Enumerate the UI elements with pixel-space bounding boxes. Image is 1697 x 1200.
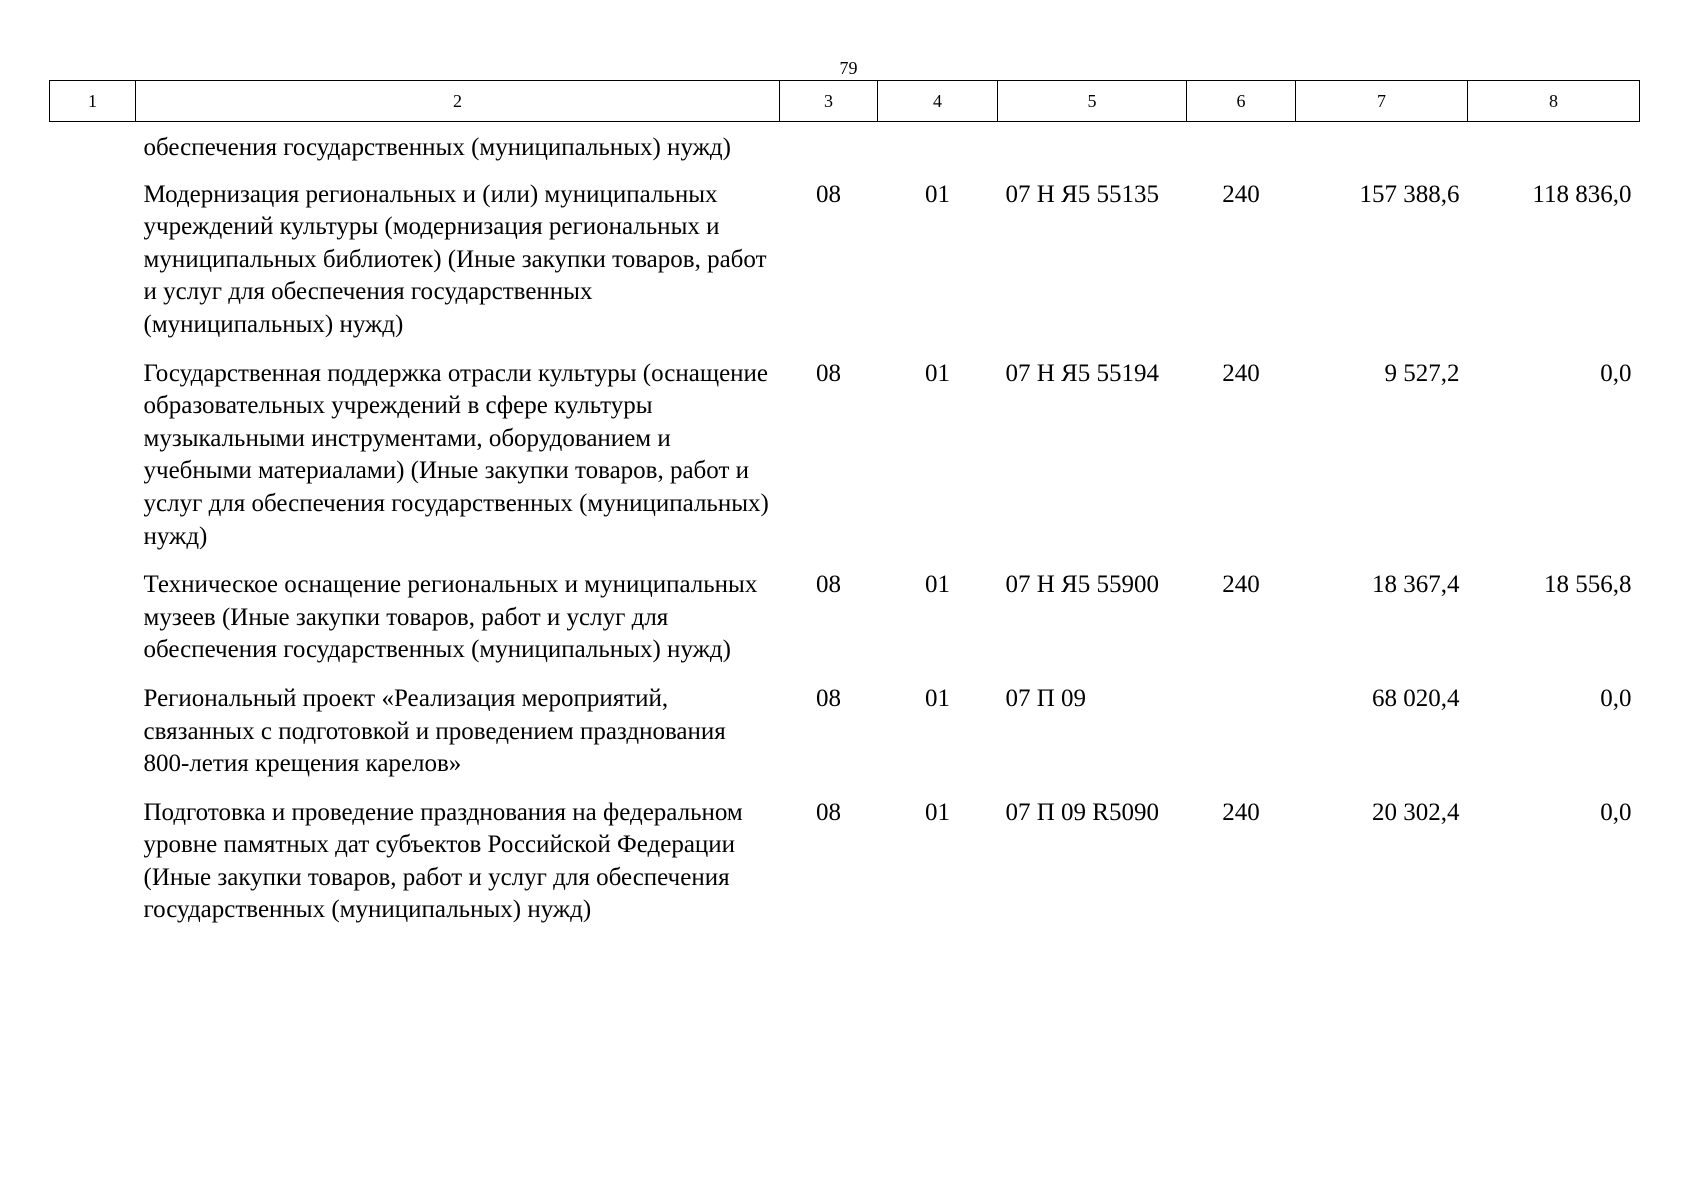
cell-number <box>50 122 136 179</box>
page-number: 79 <box>839 58 858 78</box>
header-col-1: 1 <box>50 81 136 122</box>
cell-type: 240 <box>1222 798 1260 826</box>
cell-amount-8: 118 836,0 <box>1532 180 1632 208</box>
cell-amount-7: 18 367,4 <box>1372 571 1460 599</box>
cell-amount-8: 0,0 <box>1600 684 1632 712</box>
cell-number <box>50 797 136 943</box>
cell-name: Региональный проект «Реализация мероприятий, связанных с подготовкой и проведением празднования 800-летия крещения карелов» <box>143 684 726 778</box>
cell-amount-7: 9 527,2 <box>1384 359 1460 387</box>
header-col-8: 8 <box>1468 81 1640 122</box>
cell-amount-8: 0,0 <box>1600 359 1632 387</box>
cell-number <box>50 569 136 683</box>
budget-table <box>49 80 1640 943</box>
cell-name: Модернизация региональных и (или) муниципальных учреждений культуры (модернизация региональных и муниципальных библиотек) (Иные закупки товаров, работ и услуг для обеспечения государственных (муниципальных) нужд) <box>143 180 767 338</box>
cell-amount-7 <box>1296 122 1468 179</box>
cell-subsection: 01 <box>925 359 950 387</box>
cell-type <box>1187 122 1296 179</box>
cell-section: 08 <box>816 359 841 387</box>
header-col-2: 2 <box>136 81 780 122</box>
cell-section: 08 <box>816 798 841 826</box>
header-col-7: 7 <box>1296 81 1468 122</box>
cell-subsection <box>878 122 998 179</box>
cell-name: Техническое оснащение региональных и муниципальных музеев (Иные закупки товаров, работ и услуг для обеспечения государственных (муниципальных) нужд) <box>143 571 758 664</box>
header-row <box>50 81 1640 122</box>
cell-amount-8: 0,0 <box>1600 798 1632 826</box>
cell-amount-7: 68 020,4 <box>1372 684 1460 712</box>
cell-subsection: 01 <box>925 180 950 208</box>
cell-target: 07 Н Я5 55900 <box>1005 571 1159 599</box>
table-row <box>50 179 1640 358</box>
cell-amount-8: 18 556,8 <box>1544 571 1632 599</box>
cell-number <box>50 358 136 570</box>
cell-type: 240 <box>1222 180 1260 208</box>
cell-section: 08 <box>816 180 841 208</box>
cell-type <box>1187 683 1296 797</box>
header-col-3: 3 <box>780 81 878 122</box>
header-col-5: 5 <box>998 81 1187 122</box>
table-row <box>50 358 1640 570</box>
cell-section: 08 <box>816 684 841 712</box>
table-header <box>50 81 1640 122</box>
cell-name: обеспечения государственных (муниципальных) нужд) <box>143 134 731 161</box>
cell-type: 240 <box>1222 571 1260 599</box>
table-row <box>50 797 1640 943</box>
cell-subsection: 01 <box>925 798 950 826</box>
table-row <box>50 683 1640 797</box>
cell-name: Государственная поддержка отрасли культуры (оснащение образовательных учреждений в сфере культуры музыкальными инструментами, оборудованием и учебными материалами) (Иные закупки товаров, работ и услуг для обеспечения государственных (муниципальных) нужд) <box>143 359 769 550</box>
cell-target: 07 Н Я5 55135 <box>1005 180 1159 208</box>
cell-target: 07 П 09 <box>1005 684 1087 712</box>
table-body <box>50 122 1640 944</box>
cell-amount-7: 20 302,4 <box>1372 798 1460 826</box>
cell-subsection: 01 <box>925 684 950 712</box>
cell-target: 07 П 09 R5090 <box>1005 798 1159 826</box>
cell-section <box>780 122 878 179</box>
table-row <box>50 122 1640 179</box>
cell-number <box>50 683 136 797</box>
cell-amount-7: 157 388,6 <box>1359 180 1460 208</box>
cell-type: 240 <box>1222 359 1260 387</box>
cell-name: Подготовка и проведение празднования на федеральном уровне памятных дат субъектов Российской Федерации (Иные закупки товаров, работ и услуг для обеспечения государственных (муниципальных) нужд) <box>143 798 743 924</box>
cell-subsection: 01 <box>925 571 950 599</box>
cell-target <box>998 122 1187 179</box>
cell-section: 08 <box>816 571 841 599</box>
table-row <box>50 569 1640 683</box>
header-col-6: 6 <box>1187 81 1296 122</box>
cell-number <box>50 179 136 358</box>
cell-amount-8 <box>1468 122 1640 179</box>
cell-target: 07 Н Я5 55194 <box>1005 359 1159 387</box>
header-col-4: 4 <box>878 81 998 122</box>
